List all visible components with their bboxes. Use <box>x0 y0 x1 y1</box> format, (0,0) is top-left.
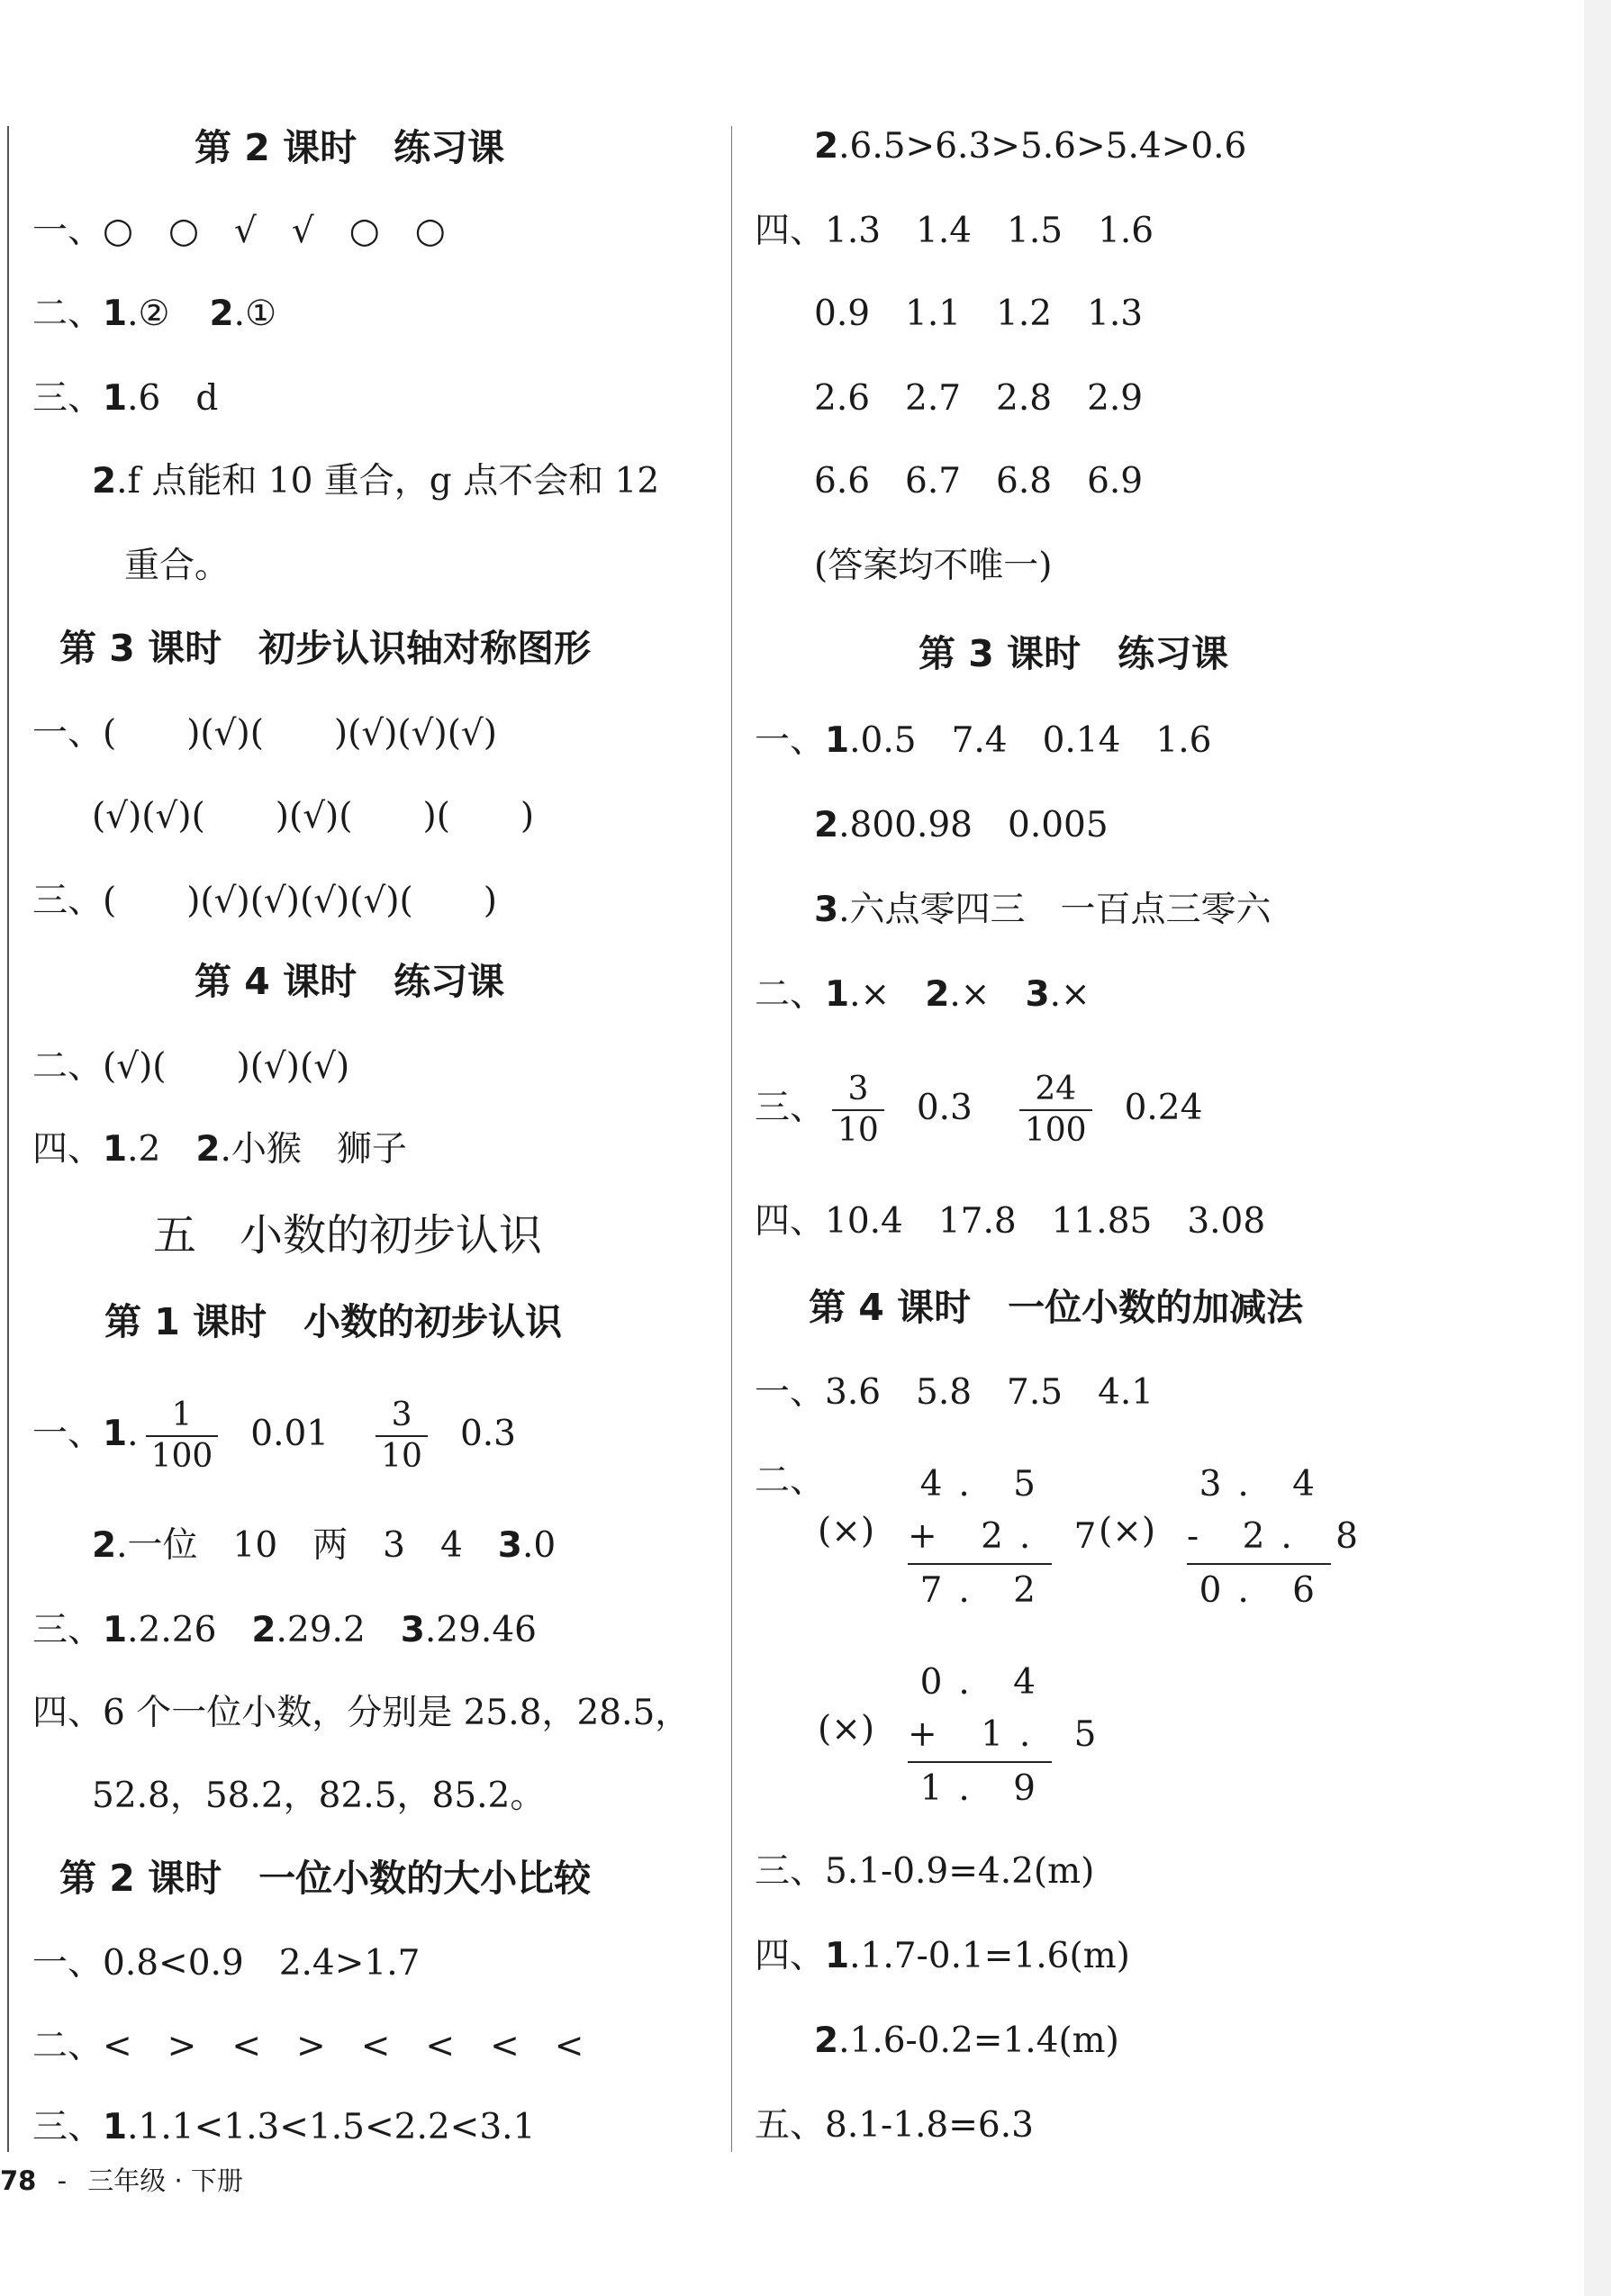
answer-line: 三、5.1-0.9=4.2(m) <box>755 1851 1095 1892</box>
answer-line: 二、 <box>755 1460 826 1501</box>
answer-line: 重合。 <box>124 546 231 586</box>
answer-line: 二、< > < > < < < < <box>32 2026 584 2066</box>
calc-mark: (×) <box>1099 1511 1156 1551</box>
answer-line: 三、( )(√)(√)(√)(√)( ) <box>32 881 497 921</box>
page-footer <box>0 2161 243 2198</box>
fraction: $\frac{1}{100}$ <box>146 1396 219 1477</box>
fraction: $\frac{3}{10}$ <box>376 1396 428 1477</box>
answer-line: 四、6 个一位小数，分别是 25.8，28.5， <box>32 1693 691 1733</box>
fraction: $\frac{24}{100}$ <box>1019 1070 1092 1151</box>
section-heading: 第 4 课时 练习课 <box>195 960 505 1003</box>
answer-line: 一、○ ○ √ √ ○ ○ <box>32 211 446 251</box>
answer-line-fractions: 三、 $\frac{3}{10}$ 0.3 $\frac{24}{100}$ 0.24 <box>755 1071 1203 1149</box>
answer-line: 五、8.1-1.8=6.3 <box>755 2105 1034 2146</box>
answer-line: 2.一位 10 两 3 4 3.0 <box>92 1525 557 1566</box>
answer-line: 3.六点零四三 一百点三零六 <box>814 890 1272 930</box>
answer-line: 一、0.8<0.9 2.4>1.7 <box>32 1943 421 1984</box>
answer-line: 三、1.6 d <box>32 378 219 419</box>
answer-line: 二、1.× 2.× 3.× <box>755 974 1091 1015</box>
calc-mark: (×) <box>818 1709 875 1749</box>
calc-mark: (×) <box>818 1511 875 1551</box>
answer-line: 6.6 6.7 6.8 6.9 <box>814 461 1144 502</box>
vertical-calculation: 4. 5 + 2. 7 7. 2 <box>908 1464 1113 1611</box>
page-number: 78 <box>0 2165 37 2196</box>
answer-line: 四、1.3 1.4 1.5 1.6 <box>755 211 1154 251</box>
answer-line: 0.9 1.1 1.2 1.3 <box>814 294 1144 334</box>
column-divider <box>731 126 732 2152</box>
answer-line-fractions: 一、1. $\frac{1}{100}$ 0.01 $\frac{3}{10}$ 0.3 <box>32 1397 516 1475</box>
section-heading: 第 2 课时 一位小数的大小比较 <box>59 1857 592 1900</box>
left-edge-rule <box>7 126 9 2152</box>
section-heading: 第 3 课时 练习课 <box>919 632 1229 675</box>
answer-line: 二、(√)( )(√)(√) <box>32 1046 350 1087</box>
section-heading: 第 2 课时 练习课 <box>195 126 505 169</box>
footer-dash: - <box>57 2165 68 2196</box>
grade-label: 三年级 · 下册 <box>87 2165 243 2196</box>
answer-line: 2.6.5>6.3>5.6>5.4>0.6 <box>814 126 1247 167</box>
answer-line: 二、1.② 2.① <box>32 294 277 334</box>
vertical-calculation: 3. 4 - 2. 8 0. 6 <box>1187 1464 1374 1611</box>
chapter-heading: 五 小数的初步认识 <box>153 1210 543 1261</box>
answer-line: 2.1.6-0.2=1.4(m) <box>814 2020 1119 2061</box>
fraction: $\frac{3}{10}$ <box>832 1070 884 1151</box>
answer-line: 四、10.4 17.8 11.85 3.08 <box>755 1201 1266 1242</box>
answer-line: 一、3.6 5.8 7.5 4.1 <box>755 1372 1154 1413</box>
answer-line: 52.8，58.2，82.5，85.2。 <box>92 1776 546 1816</box>
answer-note: (答案均不唯一) <box>814 546 1053 586</box>
answer-line: 三、1.2.26 2.29.2 3.29.46 <box>32 1610 537 1650</box>
answer-line: 一、( )(√)( )(√)(√)(√) <box>32 713 497 754</box>
section-heading: 第 4 课时 一位小数的加减法 <box>809 1286 1304 1329</box>
answer-line: 四、1.2 2.小猴 狮子 <box>32 1129 407 1170</box>
answer-line: 2.800.98 0.005 <box>814 805 1109 845</box>
answer-line: 2.6 2.7 2.8 2.9 <box>814 378 1144 419</box>
section-heading: 第 3 课时 初步认识轴对称图形 <box>59 627 592 670</box>
answer-line: 一、1.0.5 7.4 0.14 1.6 <box>755 720 1212 761</box>
answer-line: (√)(√)( )(√)( )( ) <box>92 796 535 836</box>
answer-line: 四、1.1.7-0.1=1.6(m) <box>755 1936 1130 1976</box>
vertical-calculation: 0. 4 + 1. 5 1. 9 <box>908 1662 1113 1809</box>
section-heading: 第 1 课时 小数的初步认识 <box>104 1300 563 1343</box>
answer-line: 三、1.1.1<1.3<1.5<2.2<3.1 <box>32 2107 536 2147</box>
answer-line: 2.f 点能和 10 重合，g 点不会和 12 <box>92 461 660 502</box>
